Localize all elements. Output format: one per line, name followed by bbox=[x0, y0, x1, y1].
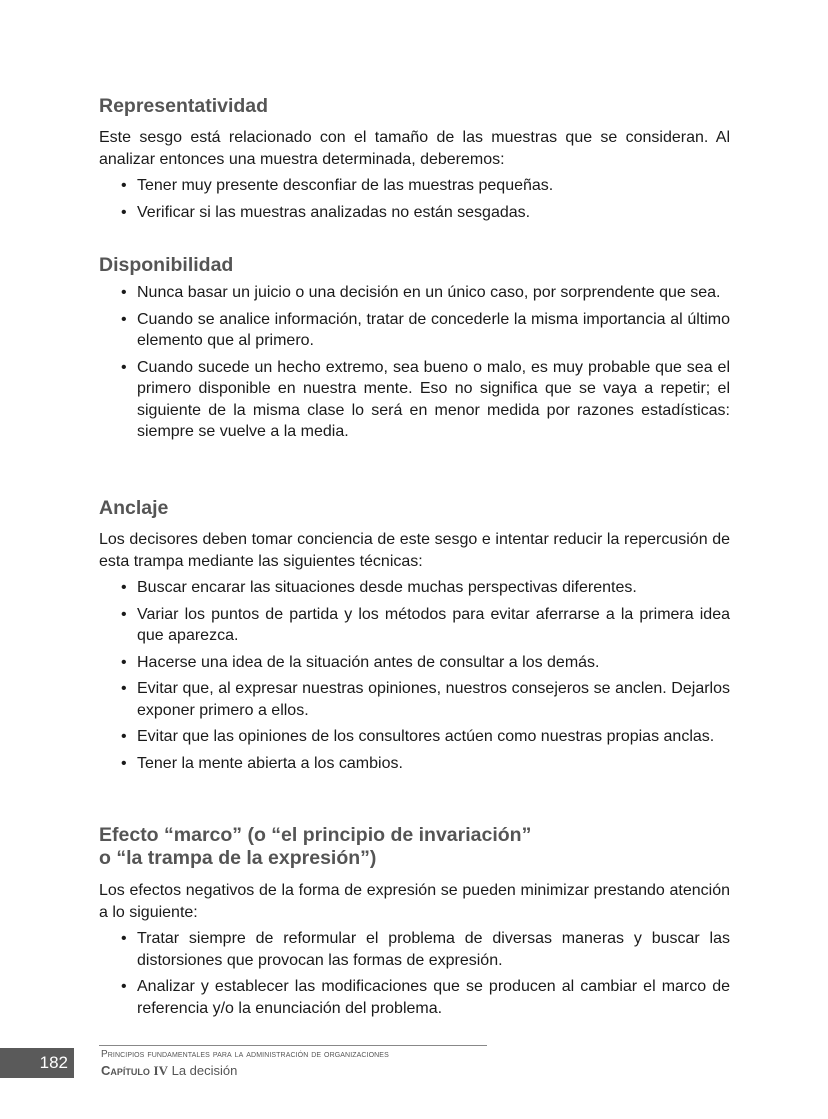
heading-line-1: Efecto “marco” (o “el principio de invariación” bbox=[99, 824, 532, 846]
footer-divider bbox=[99, 1045, 487, 1046]
footer-book-title: Principios fundamentales para la administración de organizaciones bbox=[101, 1049, 389, 1060]
section-representatividad bbox=[99, 95, 730, 223]
list-item: • Variar los puntos de partida y los métodos para evitar aferrarse a la primera idea que aparezca. bbox=[99, 604, 730, 647]
section-heading: Representatividad bbox=[99, 95, 269, 117]
section-disponibilidad bbox=[99, 254, 730, 443]
chapter-number: IV bbox=[153, 1063, 168, 1078]
bullet-list bbox=[99, 175, 730, 223]
chapter-title: La decisión bbox=[171, 1063, 238, 1078]
bullet-list bbox=[99, 577, 730, 774]
page-number: 182 bbox=[0, 1048, 74, 1078]
list-item: • Evitar que, al expresar nuestras opiniones, nuestros consejeros se anclen. Dejarlos exponer primero a ellos. bbox=[99, 678, 730, 721]
list-item: • Tratar siempre de reformular el problema de diversas maneras y buscar las distorsiones que provocan las formas de expresión. bbox=[99, 928, 730, 971]
footer-chapter bbox=[101, 1063, 237, 1079]
list-item: • Cuando se analice información, tratar de concederle la misma importancia al último elemento que al primero. bbox=[99, 309, 730, 352]
bullet-list bbox=[99, 282, 730, 443]
chapter-label: Capítulo bbox=[101, 1063, 150, 1078]
section-efecto-marco bbox=[99, 824, 730, 1019]
list-item: • Evitar que las opiniones de los consultores actúen como nuestras propias anclas. bbox=[99, 726, 730, 748]
list-item: • Verificar si las muestras analizadas no están sesgadas. bbox=[99, 202, 730, 224]
list-item: • Tener muy presente desconfiar de las muestras pequeñas. bbox=[99, 175, 730, 197]
section-heading: Anclaje bbox=[99, 497, 169, 519]
list-item: • Hacerse una idea de la situación antes de consultar a los demás. bbox=[99, 652, 730, 674]
list-item: • Buscar encarar las situaciones desde muchas perspectivas diferentes. bbox=[99, 577, 730, 599]
section-anclaje bbox=[99, 497, 730, 774]
list-item: • Tener la mente abierta a los cambios. bbox=[99, 753, 730, 775]
list-item: • Cuando sucede un hecho extremo, sea bueno o malo, es muy probable que sea el primero disponible en nuestra mente. Eso no significa que se vaya a repetir; el siguiente de la misma clase lo será en menor medida por razones estadísticas: siempre se vuelve a la media. bbox=[99, 357, 730, 443]
section-paragraph: Este sesgo está relacionado con el tamaño de las muestras que se consideran. Al analizar entonces una muestra determinada, deberemos: bbox=[99, 129, 730, 168]
list-item: • Analizar y establecer las modificaciones que se producen al cambiar el marco de referencia y/o la enunciación del problema. bbox=[99, 976, 730, 1019]
section-heading bbox=[99, 824, 730, 870]
list-item: • Nunca basar un juicio o una decisión en un único caso, por sorprendente que sea. bbox=[99, 282, 730, 304]
heading-line-2: o “la trampa de la expresión”) bbox=[99, 847, 377, 869]
bullet-list bbox=[99, 928, 730, 1019]
section-paragraph: Los efectos negativos de la forma de expresión se pueden minimizar prestando atención a lo siguiente: bbox=[99, 882, 730, 921]
section-heading: Disponibilidad bbox=[99, 254, 234, 276]
section-paragraph: Los decisores deben tomar conciencia de este sesgo e intentar reducir la repercusión de esta trampa mediante las siguientes técnicas: bbox=[99, 531, 730, 570]
